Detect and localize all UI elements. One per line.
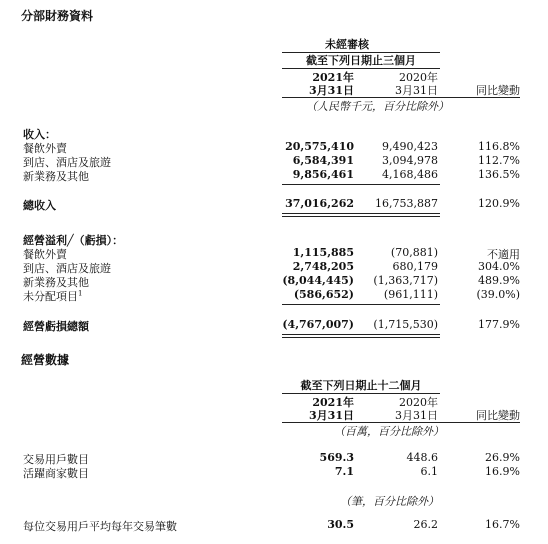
value-change: 16.9% bbox=[485, 465, 520, 478]
row-label-text: 未分配項目 bbox=[23, 290, 78, 303]
row-label: 到店、酒店及旅遊 bbox=[23, 156, 111, 169]
value-2021: 1,115,885 bbox=[292, 246, 354, 259]
value-change: 120.9% bbox=[478, 197, 520, 210]
section-title-operating: 經營數據 bbox=[21, 353, 70, 367]
header-col2-year: 2020年 bbox=[399, 71, 438, 84]
value-2020: 6.1 bbox=[420, 465, 438, 478]
header-col1-year: 2021年 bbox=[312, 396, 354, 409]
header-col2-date: 3月31日 bbox=[395, 409, 438, 422]
value-2021: 9,856,461 bbox=[292, 168, 354, 181]
value-change: 112.7% bbox=[478, 154, 520, 167]
header-col3-label: 同比變動 bbox=[476, 84, 520, 97]
value-2021: (586,652) bbox=[293, 288, 354, 301]
row-label: 新業務及其他 bbox=[23, 276, 89, 289]
row-label: 餐飲外賣 bbox=[23, 248, 67, 261]
value-change: (39.0%) bbox=[476, 288, 520, 301]
value-2021: 7.1 bbox=[334, 465, 354, 478]
value-2020: 26.2 bbox=[413, 518, 438, 531]
units-note: （百萬，百分比除外） bbox=[334, 425, 444, 438]
value-2021: 20,575,410 bbox=[285, 140, 354, 153]
value-2021: 569.3 bbox=[319, 451, 354, 464]
footnote-marker: 1 bbox=[78, 289, 83, 298]
subtotal-rule bbox=[282, 304, 440, 305]
value-2020: 3,094,978 bbox=[382, 154, 438, 167]
value-2021: (4,767,007) bbox=[282, 318, 354, 331]
value-2020: 9,490,423 bbox=[382, 140, 438, 153]
total-double-rule bbox=[282, 334, 440, 338]
header-period: 截至下列日期止十二個月 bbox=[300, 379, 422, 392]
header-col1-year: 2021年 bbox=[312, 71, 354, 84]
value-2020: 16,753,887 bbox=[375, 197, 438, 210]
header-period: 截至下列日期止三個月 bbox=[306, 54, 416, 67]
units-note: （人民幣千元，百分比除外） bbox=[306, 100, 449, 113]
total-double-rule bbox=[282, 213, 440, 217]
row-label: 餐飲外賣 bbox=[23, 142, 67, 155]
value-change: 489.9% bbox=[478, 274, 520, 287]
row-label: 活躍商家數目 bbox=[23, 467, 89, 480]
value-change: 16.7% bbox=[485, 518, 520, 531]
value-2021: 30.5 bbox=[327, 518, 354, 531]
value-change: 26.9% bbox=[485, 451, 520, 464]
value-2021: 6,584,391 bbox=[292, 154, 354, 167]
header-col3-label: 同比變動 bbox=[476, 409, 520, 422]
units-note: （筆，百分比除外） bbox=[340, 495, 439, 508]
value-2020: (70,881) bbox=[390, 246, 438, 259]
value-change: 116.8% bbox=[478, 140, 520, 153]
row-label: 交易用戶數目 bbox=[23, 453, 89, 466]
header-col2-year: 2020年 bbox=[399, 396, 438, 409]
value-2020: 680,179 bbox=[392, 260, 438, 273]
value-change: 177.9% bbox=[478, 318, 520, 331]
header-unaudited: 未經審核 bbox=[325, 38, 369, 51]
row-label: 新業務及其他 bbox=[23, 170, 89, 183]
row-label: 經營虧損總額 bbox=[23, 320, 89, 333]
op-heading: 經營溢利╱（虧損）： bbox=[23, 234, 124, 247]
value-change: 136.5% bbox=[478, 168, 520, 181]
value-change: 304.0% bbox=[478, 260, 520, 273]
value-2020: 4,168,486 bbox=[382, 168, 438, 181]
row-label: 每位交易用戶平均每年交易筆數 bbox=[23, 520, 177, 533]
row-label bbox=[23, 288, 82, 304]
row-label: 總收入 bbox=[23, 199, 56, 212]
value-2021: (8,044,445) bbox=[282, 274, 354, 287]
revenue-heading: 收入： bbox=[23, 128, 56, 141]
subtotal-rule bbox=[282, 184, 440, 185]
row-label: 到店、酒店及旅遊 bbox=[23, 262, 111, 275]
value-2020: (961,111) bbox=[383, 288, 438, 301]
header-col1-date: 3月31日 bbox=[309, 84, 354, 97]
value-change: 不適用 bbox=[487, 248, 520, 261]
value-2020: 448.6 bbox=[406, 451, 438, 464]
section-title-financial: 分部財務資料 bbox=[21, 9, 94, 23]
header-col2-date: 3月31日 bbox=[395, 84, 438, 97]
value-2021: 37,016,262 bbox=[285, 197, 354, 210]
value-2020: (1,363,717) bbox=[373, 274, 438, 287]
header-col1-date: 3月31日 bbox=[309, 409, 354, 422]
value-2021: 2,748,205 bbox=[292, 260, 354, 273]
value-2020: (1,715,530) bbox=[373, 318, 438, 331]
